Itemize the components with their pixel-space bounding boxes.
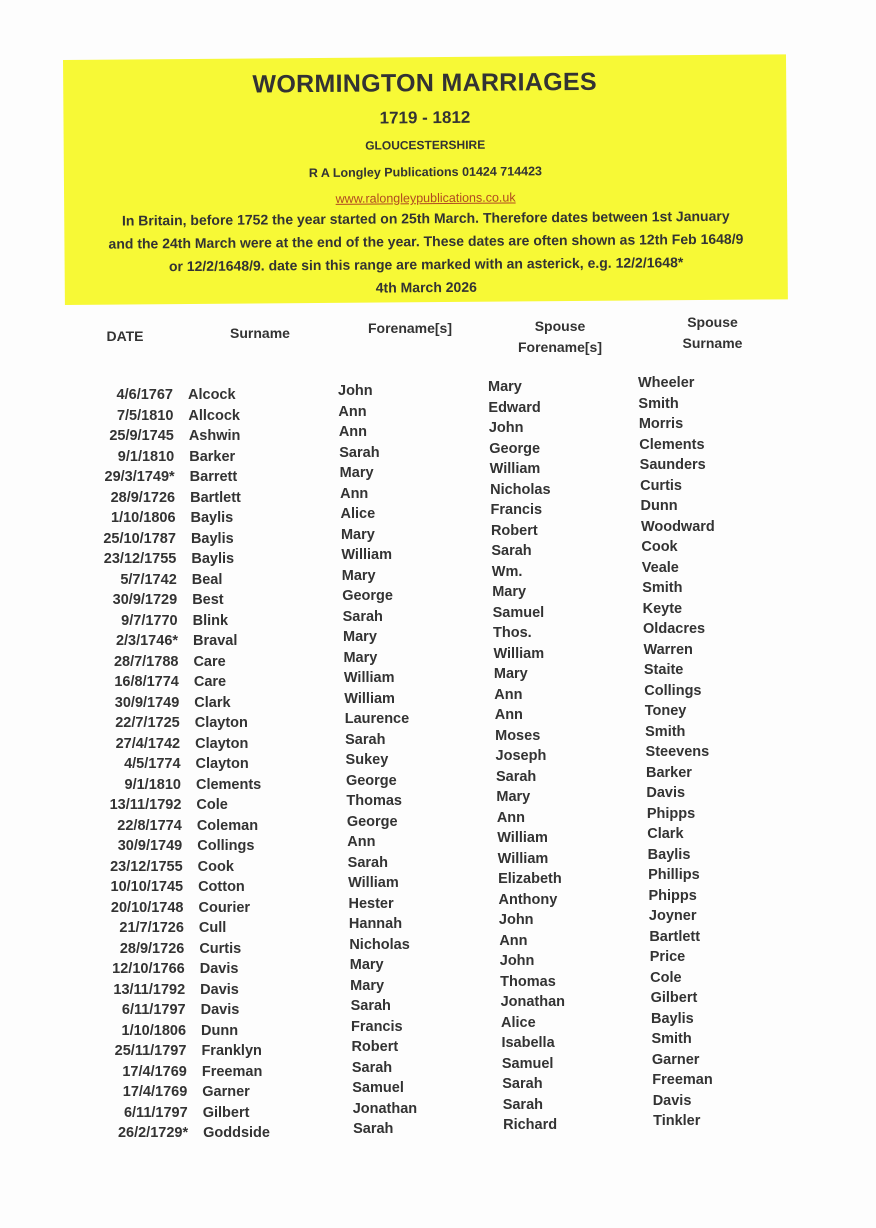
- cell-spouse-forenames: Samuel: [501, 1055, 554, 1072]
- cell-spouse-forenames: Alice: [501, 1014, 536, 1031]
- table-row: [0, 826, 876, 858]
- cell-date: 1/10/1806: [121, 1022, 187, 1039]
- publication-date: 4th March 2026: [375, 278, 477, 296]
- cell-forenames: Mary: [343, 649, 378, 666]
- cell-surname: Care: [193, 674, 227, 690]
- cell-surname: Clayton: [195, 735, 249, 752]
- cell-surname: Bartlett: [190, 489, 241, 506]
- cell-spouse-surname: Keyte: [642, 600, 683, 617]
- cell-date: 13/11/1792: [109, 797, 182, 813]
- cell-surname: Cook: [197, 858, 234, 875]
- header-line: Spouse: [534, 318, 586, 334]
- title-banner: [63, 54, 788, 305]
- cell-forenames: Sarah: [351, 1059, 393, 1076]
- cell-surname: Baylis: [191, 551, 235, 567]
- cell-spouse-surname: Phillips: [648, 867, 700, 883]
- table-row: [0, 990, 876, 1022]
- cell-date: 28/7/1788: [113, 653, 179, 670]
- cell-spouse-forenames: William: [497, 830, 548, 846]
- cell-surname: Baylis: [190, 530, 234, 547]
- cell-spouse-forenames: Sarah: [502, 1076, 543, 1092]
- cell-forenames: Mary: [349, 957, 384, 973]
- cell-surname: Allcock: [188, 407, 240, 424]
- cell-spouse-forenames: Francis: [490, 502, 543, 518]
- cell-spouse-forenames: Sarah: [502, 1096, 543, 1113]
- cell-forenames: William: [344, 690, 395, 707]
- cell-date: 6/11/1797: [121, 1002, 186, 1018]
- cell-spouse-forenames: John: [498, 912, 534, 928]
- cell-spouse-surname: Baylis: [651, 1010, 694, 1027]
- cell-date: 6/11/1797: [123, 1104, 188, 1121]
- cell-date: 20/10/1748: [110, 899, 184, 916]
- cell-forenames: Nicholas: [349, 936, 410, 953]
- cell-spouse-forenames: Thomas: [500, 973, 556, 990]
- table-row: [0, 416, 876, 448]
- table-row: [0, 1113, 876, 1145]
- cell-date: 21/7/1726: [119, 920, 184, 936]
- cell-date: 9/1/1810: [117, 448, 175, 465]
- cell-spouse-surname: Clark: [647, 826, 684, 842]
- cell-spouse-forenames: Elizabeth: [498, 871, 562, 887]
- cell-forenames: Jonathan: [352, 1100, 418, 1117]
- cell-spouse-forenames: Edward: [488, 399, 541, 416]
- cell-surname: Ashwin: [188, 428, 241, 444]
- cell-forenames: Samuel: [352, 1080, 404, 1096]
- cell-date: 22/8/1774: [117, 817, 182, 834]
- cell-surname: Barrett: [189, 469, 238, 485]
- cell-spouse-surname: Cook: [641, 539, 678, 555]
- cell-spouse-forenames: Ann: [494, 707, 523, 723]
- cell-date: 9/7/1770: [121, 612, 178, 629]
- cell-forenames: George: [346, 813, 398, 830]
- cell-date: 10/10/1745: [110, 879, 184, 895]
- table-row: [0, 1072, 876, 1104]
- cell-forenames: Sarah: [345, 731, 386, 748]
- table-row: [0, 785, 876, 817]
- cell-surname: Dunn: [201, 1022, 239, 1039]
- cell-date: 28/9/1726: [119, 940, 185, 957]
- county: GLOUCESTERSHIRE: [365, 137, 486, 153]
- table-row: [0, 949, 876, 981]
- cell-forenames: Hester: [348, 895, 394, 912]
- cell-forenames: Sarah: [353, 1121, 394, 1137]
- cell-surname: Clayton: [195, 756, 249, 772]
- cell-forenames: George: [345, 772, 397, 789]
- cell-date: 17/4/1769: [122, 1063, 187, 1080]
- cell-spouse-surname: Freeman: [652, 1072, 713, 1088]
- header-spouse-forenames: [500, 316, 620, 358]
- cell-forenames: Sarah: [347, 854, 388, 871]
- cell-forenames: William: [348, 875, 399, 891]
- document-title: WORMINGTON MARRIAGES: [252, 67, 598, 99]
- cell-surname: Davis: [200, 981, 239, 998]
- note-line: and the 24th March were at the end of the year. These dates are often shown as 12th Feb 1648/9: [108, 230, 744, 252]
- cell-spouse-surname: Woodward: [640, 518, 715, 535]
- cell-date: 28/9/1726: [110, 489, 176, 506]
- cell-forenames: Sarah: [339, 444, 380, 461]
- header-forenames: Forename[s]: [367, 320, 453, 336]
- cell-forenames: Robert: [351, 1039, 399, 1055]
- table-row: [0, 867, 876, 899]
- table-row: [0, 1031, 876, 1063]
- cell-spouse-surname: Toney: [644, 703, 687, 719]
- cell-spouse-surname: Smith: [645, 723, 686, 740]
- cell-surname: Care: [193, 653, 226, 670]
- cell-forenames: John: [338, 383, 373, 399]
- cell-spouse-surname: Oldacres: [643, 621, 706, 637]
- cell-forenames: Laurence: [344, 711, 410, 727]
- header-line: Spouse: [687, 314, 738, 330]
- cell-forenames: Francis: [351, 1018, 403, 1035]
- cell-forenames: William: [343, 670, 395, 686]
- cell-surname: Best: [192, 592, 224, 608]
- cell-spouse-forenames: Mary: [488, 379, 522, 395]
- cell-surname: Franklyn: [201, 1043, 262, 1059]
- publisher: R A Longley Publications 01424 714423: [308, 164, 543, 181]
- cell-spouse-forenames: Moses: [495, 727, 541, 744]
- cell-surname: Alcock: [188, 387, 236, 403]
- cell-spouse-surname: Saunders: [639, 457, 706, 473]
- cell-forenames: William: [341, 547, 392, 563]
- table-row: [0, 457, 876, 489]
- cell-forenames: Thomas: [346, 793, 402, 809]
- cell-spouse-forenames: George: [489, 440, 541, 457]
- cell-date: 4/5/1774: [124, 756, 181, 772]
- cell-surname: Davis: [200, 1002, 240, 1018]
- table-row: [0, 580, 876, 612]
- cell-date: 7/5/1810: [116, 407, 174, 424]
- cell-surname: Cotton: [198, 879, 245, 895]
- cell-date: 25/10/1787: [103, 530, 176, 547]
- cell-spouse-forenames: William: [497, 850, 549, 867]
- year-range: 1719 - 1812: [379, 107, 471, 128]
- cell-spouse-surname: Gilbert: [650, 990, 698, 1006]
- cell-surname: Freeman: [201, 1063, 263, 1080]
- cell-surname: Goddside: [203, 1125, 270, 1141]
- header-spouse-surname: [665, 312, 760, 354]
- cell-forenames: George: [342, 588, 393, 604]
- cell-spouse-forenames: Jonathan: [500, 994, 566, 1010]
- cell-forenames: Mary: [350, 977, 385, 994]
- cell-date: 30/9/1729: [112, 592, 178, 608]
- cell-date: 5/7/1742: [120, 571, 177, 588]
- cell-date: 23/12/1755: [103, 551, 177, 567]
- cell-forenames: Mary: [339, 465, 374, 481]
- cell-spouse-surname: Staite: [643, 662, 684, 678]
- cell-surname: Baylis: [190, 510, 234, 526]
- cell-date: 27/4/1742: [115, 735, 181, 752]
- table-row: [0, 539, 876, 571]
- cell-spouse-forenames: Wm.: [491, 563, 523, 580]
- cell-spouse-forenames: John: [488, 420, 524, 436]
- cell-date: 30/9/1749: [114, 694, 180, 711]
- cell-spouse-surname: Phipps: [648, 887, 697, 904]
- cell-spouse-surname: Veale: [641, 559, 679, 576]
- cell-spouse-forenames: Anthony: [498, 891, 558, 908]
- table-row: [0, 375, 876, 407]
- cell-date: 22/7/1725: [115, 715, 180, 731]
- cell-spouse-forenames: Mary: [496, 789, 531, 805]
- cell-spouse-forenames: Ann: [494, 686, 523, 703]
- header-line: Forename[s]: [517, 339, 603, 355]
- cell-surname: Davis: [199, 961, 239, 977]
- cell-surname: Barker: [189, 448, 236, 465]
- cell-spouse-surname: Price: [649, 949, 686, 965]
- calendar-note: [64, 204, 788, 302]
- cell-spouse-surname: Phipps: [646, 805, 696, 822]
- cell-forenames: Sukey: [345, 752, 389, 768]
- cell-date: 17/4/1769: [122, 1084, 188, 1100]
- cell-spouse-forenames: Mary: [493, 666, 528, 682]
- cell-spouse-surname: Steevens: [645, 744, 710, 760]
- cell-surname: Cole: [196, 797, 228, 813]
- cell-spouse-forenames: Thos.: [493, 625, 532, 641]
- cell-spouse-surname: Smith: [638, 395, 679, 412]
- cell-spouse-surname: Smith: [651, 1031, 692, 1047]
- cell-spouse-surname: Cole: [650, 969, 682, 986]
- cell-date: 25/9/1745: [109, 428, 174, 444]
- cell-forenames: Alice: [340, 506, 376, 522]
- cell-spouse-surname: Curtis: [640, 477, 682, 494]
- cell-spouse-surname: Clements: [639, 436, 705, 453]
- cell-date: 13/11/1792: [113, 981, 186, 998]
- cell-spouse-surname: Barker: [645, 764, 692, 781]
- cell-spouse-forenames: Samuel: [492, 604, 545, 621]
- cell-date: 26/2/1729*: [117, 1125, 189, 1141]
- cell-spouse-forenames: Richard: [503, 1117, 558, 1133]
- website-link[interactable]: www.ralongleypublications.co.uk: [335, 190, 516, 206]
- cell-forenames: Sarah: [342, 608, 383, 625]
- cell-date: 23/12/1755: [110, 858, 183, 875]
- cell-spouse-forenames: Sarah: [495, 768, 537, 785]
- cell-spouse-surname: Baylis: [647, 846, 691, 863]
- cell-surname: Collings: [197, 838, 255, 854]
- cell-date: 9/1/1810: [124, 776, 181, 793]
- cell-surname: Clements: [195, 776, 262, 793]
- cell-date: 2/3/1746*: [115, 633, 179, 649]
- cell-surname: Coleman: [196, 817, 259, 834]
- cell-spouse-forenames: Mary: [492, 584, 527, 600]
- cell-forenames: Sarah: [350, 998, 391, 1014]
- cell-spouse-forenames: Nicholas: [490, 481, 551, 498]
- cell-forenames: Hannah: [348, 916, 403, 932]
- cell-spouse-forenames: Ann: [496, 809, 525, 826]
- table-row: [0, 744, 876, 776]
- table-row: [0, 662, 876, 694]
- cell-spouse-forenames: Robert: [490, 522, 538, 539]
- cell-date: 1/10/1806: [111, 510, 176, 526]
- cell-spouse-surname: Joyner: [648, 908, 697, 924]
- cell-spouse-forenames: John: [499, 953, 535, 969]
- cell-forenames: Ann: [338, 403, 367, 420]
- cell-surname: Beal: [191, 571, 223, 588]
- cell-surname: Blink: [192, 612, 229, 629]
- cell-surname: Gilbert: [202, 1104, 250, 1121]
- cell-spouse-surname: Smith: [642, 580, 683, 596]
- table-row: [0, 621, 876, 653]
- header-line: Surname: [682, 335, 743, 351]
- table-row: [0, 498, 876, 530]
- cell-spouse-surname: Collings: [644, 682, 702, 699]
- cell-date: 12/10/1766: [112, 961, 185, 977]
- cell-spouse-surname: Tinkler: [653, 1113, 701, 1129]
- cell-forenames: Ann: [347, 834, 376, 850]
- table-row: [0, 703, 876, 735]
- cell-surname: Courier: [198, 899, 251, 916]
- cell-forenames: Mary: [340, 526, 375, 543]
- cell-date: 29/3/1749*: [104, 469, 175, 485]
- cell-forenames: Ann: [340, 485, 369, 502]
- cell-forenames: Mary: [341, 567, 376, 584]
- cell-spouse-forenames: William: [489, 461, 541, 477]
- cell-spouse-forenames: Ann: [499, 932, 528, 949]
- cell-spouse-surname: Bartlett: [649, 928, 701, 945]
- cell-date: 25/11/1797: [114, 1043, 187, 1059]
- cell-spouse-forenames: William: [493, 645, 545, 662]
- cell-spouse-surname: Morris: [638, 416, 684, 432]
- cell-spouse-forenames: Joseph: [495, 748, 547, 764]
- cell-spouse-surname: Davis: [646, 785, 686, 801]
- cell-surname: Braval: [193, 633, 238, 649]
- cell-date: 30/9/1749: [117, 838, 183, 854]
- table-row: [0, 908, 876, 940]
- header-date: DATE: [106, 328, 144, 344]
- cell-spouse-forenames: Isabella: [501, 1035, 555, 1051]
- cell-surname: Curtis: [199, 940, 242, 957]
- cell-spouse-surname: Davis: [652, 1092, 692, 1109]
- cell-date: 4/6/1767: [116, 387, 173, 403]
- cell-surname: Garner: [202, 1084, 250, 1100]
- cell-forenames: Mary: [343, 629, 377, 645]
- cell-spouse-surname: Warren: [643, 641, 693, 658]
- cell-spouse-forenames: Sarah: [491, 543, 532, 559]
- header-surname: Surname: [230, 325, 290, 341]
- cell-surname: Cull: [198, 920, 227, 936]
- cell-date: 16/8/1774: [114, 674, 179, 690]
- cell-spouse-surname: Garner: [651, 1051, 700, 1068]
- cell-spouse-surname: Wheeler: [638, 375, 695, 391]
- cell-surname: Clayton: [194, 715, 248, 731]
- note-line: In Britain, before 1752 the year started on 25th March. Therefore dates between 1st January: [121, 207, 730, 229]
- cell-forenames: Ann: [338, 424, 368, 440]
- note-line: or 12/2/1648/9. date sin this range are marked with an asterick, e.g. 12/2/1648*: [168, 254, 684, 275]
- cell-spouse-surname: Dunn: [640, 498, 678, 514]
- cell-surname: Clark: [194, 694, 231, 711]
